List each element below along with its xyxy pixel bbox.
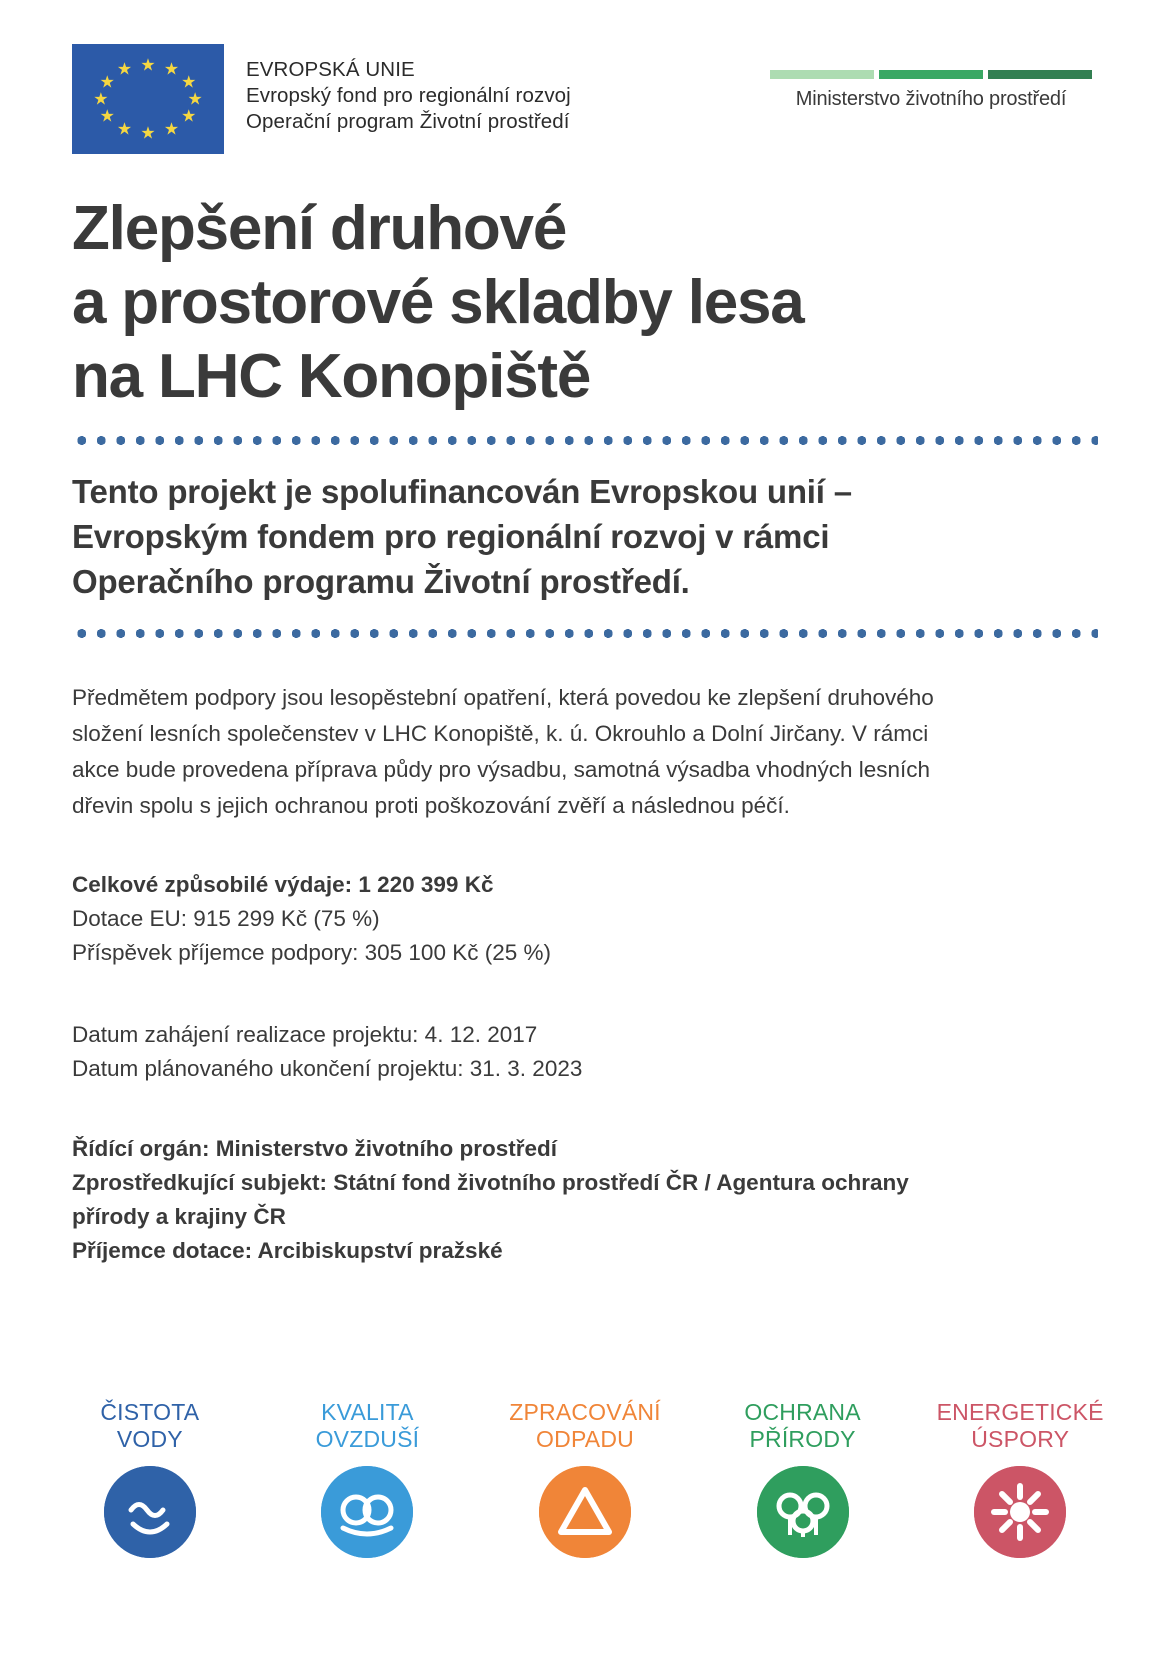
eu-star-icon: ★ bbox=[116, 59, 133, 79]
eu-star-icon: ★ bbox=[163, 119, 180, 139]
subtitle-line-3: Operačního programu Životní prostředí. bbox=[72, 563, 690, 600]
eu-logo-text bbox=[246, 44, 571, 135]
intermediate-body-line-2: přírody a krajiny ČR bbox=[72, 1204, 286, 1229]
grant-beneficiary: Příjemce dotace: Arcibiskupství pražské bbox=[72, 1238, 503, 1263]
eu-star-icon: ★ bbox=[99, 106, 115, 126]
subtitle-block bbox=[72, 469, 1098, 604]
title-line-3: na LHC Konopiště bbox=[72, 342, 591, 411]
footer-label-nature-line2: PŘÍRODY bbox=[749, 1426, 856, 1452]
dates-block bbox=[72, 1018, 1098, 1086]
finance-block bbox=[72, 868, 1098, 970]
eu-star-icon: ★ bbox=[93, 89, 109, 109]
eu-star-icon: ★ bbox=[99, 72, 115, 92]
footer-item-energy bbox=[936, 1399, 1104, 1558]
description-line-3: akce bude provedena příprava půdy pro výsadbu, samotná výsadba vhodných lesních bbox=[72, 757, 931, 782]
cloud-air-icon bbox=[321, 1466, 413, 1558]
ministry-bar-3 bbox=[988, 70, 1092, 79]
title-line-1: Zlepšení druhové bbox=[72, 194, 567, 263]
eu-star-icon: ★ bbox=[140, 123, 156, 143]
page-title bbox=[0, 192, 1170, 414]
footer-label-energy-line2: ÚSPORY bbox=[971, 1426, 1070, 1452]
ministry-logo-block bbox=[770, 44, 1092, 111]
footer-label-air bbox=[316, 1399, 420, 1453]
eu-line-1: EVROPSKÁ UNIE bbox=[246, 58, 415, 81]
footer-label-nature-line1: OCHRANA bbox=[744, 1399, 861, 1425]
footer-label-waste bbox=[509, 1399, 661, 1453]
sun-energy-icon bbox=[974, 1466, 1066, 1558]
eu-star-icon: ★ bbox=[140, 55, 156, 75]
ministry-bar-2 bbox=[879, 70, 983, 79]
footer-item-nature bbox=[719, 1399, 887, 1558]
eu-logo-block bbox=[72, 44, 571, 154]
footer-item-water bbox=[66, 1399, 234, 1558]
authority-block bbox=[72, 1132, 1098, 1268]
document-header bbox=[0, 0, 1170, 154]
footer-item-air bbox=[284, 1399, 452, 1558]
eu-star-icon: ★ bbox=[163, 59, 180, 79]
footer-label-nature bbox=[744, 1399, 860, 1453]
managing-authority: Řídící orgán: Ministerstvo životního prostředí bbox=[72, 1136, 558, 1161]
dotted-divider-bottom bbox=[72, 629, 1098, 638]
intermediate-body-line-1: Zprostředkující subjekt: Státní fond životního prostředí ČR / Agentura ochrany bbox=[72, 1170, 909, 1195]
eu-flag-icon bbox=[72, 44, 224, 154]
recycle-triangle-icon bbox=[539, 1466, 631, 1558]
eu-star-icon: ★ bbox=[181, 106, 197, 126]
eu-line-3: Operační program Životní prostředí bbox=[246, 110, 570, 133]
title-line-2: a prostorové skladby lesa bbox=[72, 268, 804, 337]
beneficiary-contribution: Příspěvek příjemce podpory: 305 100 Kč (25 %) bbox=[72, 940, 551, 965]
description-line-4: dřevin spolu s jejich ochranou proti poškozování zvěří a následnou péčí. bbox=[72, 793, 790, 818]
footer-label-air-line1: KVALITA bbox=[321, 1399, 414, 1425]
footer-label-water-line2: VODY bbox=[116, 1426, 183, 1452]
subtitle-line-1: Tento projekt je spolufinancován Evropskou unií – bbox=[72, 473, 852, 510]
footer-label-water-line1: ČISTOTA bbox=[100, 1399, 200, 1425]
footer-label-waste-line1: ZPRACOVÁNÍ bbox=[509, 1399, 661, 1425]
total-eligible-expenses: Celkové způsobilé výdaje: 1 220 399 Kč bbox=[72, 872, 494, 897]
footer-label-energy-line1: ENERGETICKÉ bbox=[936, 1399, 1104, 1425]
dotted-divider-top bbox=[72, 436, 1098, 445]
eu-star-icon: ★ bbox=[116, 119, 133, 139]
description-paragraph bbox=[72, 680, 1098, 824]
project-start-date: Datum zahájení realizace projektu: 4. 12. 2017 bbox=[72, 1022, 538, 1047]
ministry-name: Ministerstvo životního prostředí bbox=[795, 88, 1067, 110]
ministry-bars-icon bbox=[770, 70, 1092, 79]
ministry-bar-1 bbox=[770, 70, 874, 79]
eu-star-icon: ★ bbox=[181, 72, 197, 92]
description-line-1: Předmětem podpory jsou lesopěstební opatření, která povedou ke zlepšení druhového bbox=[72, 685, 934, 710]
footer-label-waste-line2: ODPADU bbox=[536, 1426, 634, 1452]
trees-nature-icon bbox=[757, 1466, 849, 1558]
footer-item-waste bbox=[501, 1399, 669, 1558]
footer-label-air-line2: OVZDUŠÍ bbox=[315, 1426, 420, 1452]
eu-grant-amount: Dotace EU: 915 299 Kč (75 %) bbox=[72, 906, 380, 931]
description-line-2: složení lesních společenstev v LHC Konopiště, k. ú. Okrouhlo a Dolní Jirčany. V rámci bbox=[72, 721, 929, 746]
subtitle-line-2: Evropským fondem pro regionální rozvoj v rámci bbox=[72, 518, 830, 555]
water-drop-icon bbox=[104, 1466, 196, 1558]
priority-axes-footer bbox=[0, 1399, 1170, 1558]
eu-line-2: Evropský fond pro regionální rozvoj bbox=[246, 84, 571, 107]
eu-star-icon: ★ bbox=[187, 89, 203, 109]
footer-label-energy bbox=[937, 1399, 1104, 1453]
footer-label-water bbox=[100, 1399, 199, 1453]
project-end-date: Datum plánovaného ukončení projektu: 31. 3. 2023 bbox=[72, 1056, 583, 1081]
